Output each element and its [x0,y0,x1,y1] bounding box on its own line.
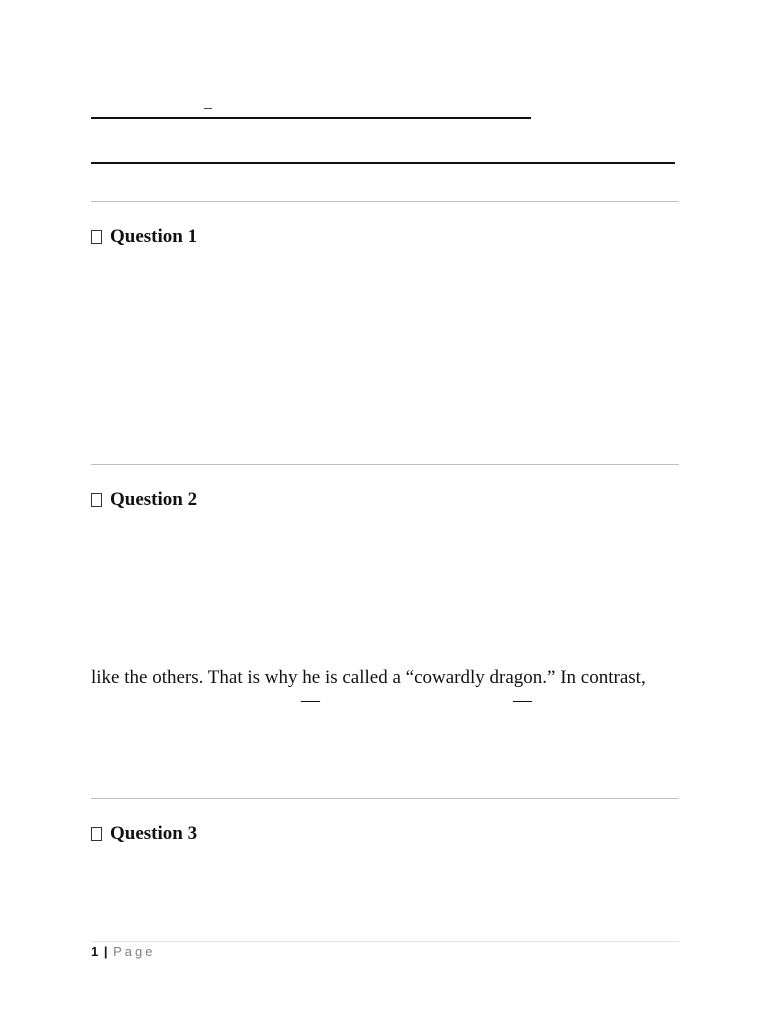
page-footer [91,944,156,959]
question-1-title: Question 1 [110,226,198,247]
section-divider-1 [91,201,679,202]
blank-dash-1: — [301,690,320,711]
underscore-mark: _ [204,94,212,111]
question-1-heading [91,226,197,248]
question-2-title: Question 2 [110,489,198,510]
footer-separator: | [103,944,108,959]
checkbox-icon[interactable] [91,493,102,507]
page-number: 1 [91,944,99,959]
page-label: Page [113,944,156,959]
checkbox-icon[interactable] [91,230,102,244]
question-3-title: Question 3 [110,823,198,844]
question-2-heading [91,489,197,511]
blank-line-second [91,162,675,164]
blank-line-top [91,117,531,119]
question-3-heading [91,823,197,845]
blank-dash-2: — [513,690,532,711]
checkbox-icon[interactable] [91,827,102,841]
section-divider-3 [91,798,679,799]
question-2-body-line: like the others. That is why he is called a “cowardly dragon.” In contrast, [91,667,646,688]
section-divider-2 [91,464,679,465]
footer-rule [91,941,679,942]
